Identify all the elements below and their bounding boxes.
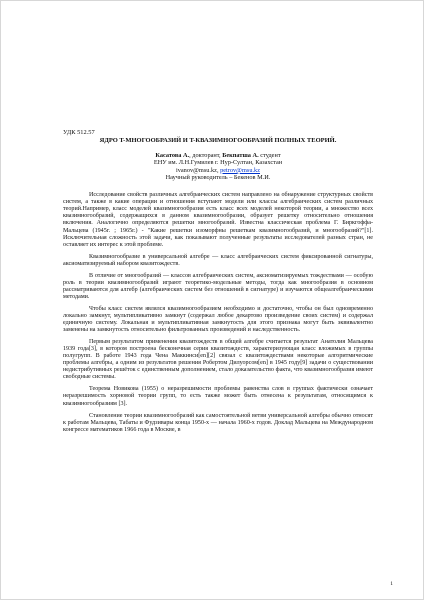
supervisor: Научный руководитель – Бекенов М.И. [165,173,271,181]
author2-name: Бекпатша А. [222,152,259,160]
paragraph-4: Чтобы класс систем являлся квазимногообразием необходимо и достаточно, чтобы он был одновременно локально замкнут, мультипликативно замкнут (содержал любое декартово произведение своих систем) и содержал единичную систему. Локальная и мультипликативная замкнутость для этого признака могут быть эквивалентно заменены на замкнутость относительно фильтрованных произведений и наследственность. [63,305,373,334]
paragraph-7: Становление теории квазимногообразий как самостоятельной ветви универсальной алгебры обычно относят к работам Мальцева, Табаты и Фудзивары конца 1950-х — начала 1960-х годов. Доклад Мальцева на Международном конгрессе математиков 1966 года в Москве, в [63,412,373,433]
paragraph-1: Исследование свойств различных алгебраических систем направлено на обнаружение структурных свойств систем, а также в какие операции и отношения вступают модели или классы алгебраических систем различных теорий.Например, класс моделей квазимногообразия есть класс всех моделей некоторой теории, а множество всех квазимногообразий, содержащихся в данном квазимногообразии, образует решетку относительно отношения включения. Аналогично определяются решетки многообразий. Известна классическая проблема Г. Биркгоффа-Мальцева (1945г. ; 1965г.) - "Какие решетки изоморфны решеткам квазимногообразий, и многообразий?"[1]. Исключительная сложность этой задачи, как показывают полученные результаты исследователей разных стран, не оставляет их интерес к этой проблеме. [63,192,373,248]
email-separator: , [216,166,221,174]
paragraph-5: Первым результатом применения квазитождеств в общей алгебре считается результат Анатолия Мальцева 1939 года[3], в котором построена бесконечная серия квазитождеств, характеризующая класс вложимых в группы полугрупп. В работе 1943 года Чена Маккинси[en][2] связал с квазитождествами некоторые алгоритмические проблемы алгебры, а одним из результатов решения Робертом Дилуорсом[en] в 1945 году[9] задачи о существовании недистрибутивных решёток с единственным дополнением, стало доказательство факта, что квазимногообразия имеют свободные системы. [63,339,373,381]
spacer [63,181,373,192]
author2-role: студент [258,152,281,160]
paragraph-2: Квазимногообразие в универсальной алгебре — класс алгебраических систем фиксированной сигнатуры, аксиоматизируемый набором квазитождеств. [63,253,373,267]
authors-line [63,152,373,159]
paragraph-3: В отличие от многообразий — классов алгебраических систем, аксиоматизируемых тождествами — особую роль в теории квазимногообразий играют теоретико-модельные методы, тогда как многообразия в основном рассматриваются для алгебр (алгебраических систем без отношений в сигнатуре) и изучаются общеалгебраическими методами. [63,272,373,300]
email-1: ivanov@msu.kz [175,166,217,174]
paragraph-6: Теорема Новикова (1955) о неразрешимости проблемы равенства слов в группах фактически означает неразрешимость хорновой теории групп, то есть также может быть отнесена к результатам, относящимся к квазимногообразиям [3]. [63,386,373,407]
page-content [63,129,373,439]
affiliation: ЕНУ им. Л.Н.Гумилев г. Нур-Султан, Казахстан [153,159,283,167]
author1-role: , докторант, [189,152,223,160]
page-number: 1 [390,581,393,587]
paper-title: ЯДРО T-МНОГООБРАЗИЙ И T-КВАЗИМНОГООБРАЗИЙ ПОЛНЫХ ТЕОРИЙ. [99,137,337,145]
emails-line [63,167,373,174]
udk-code: УДК 512.57 [63,129,95,136]
author1-name: Касатова А. [155,152,190,160]
email-2-link[interactable]: petrov@msu.kz [220,166,260,174]
